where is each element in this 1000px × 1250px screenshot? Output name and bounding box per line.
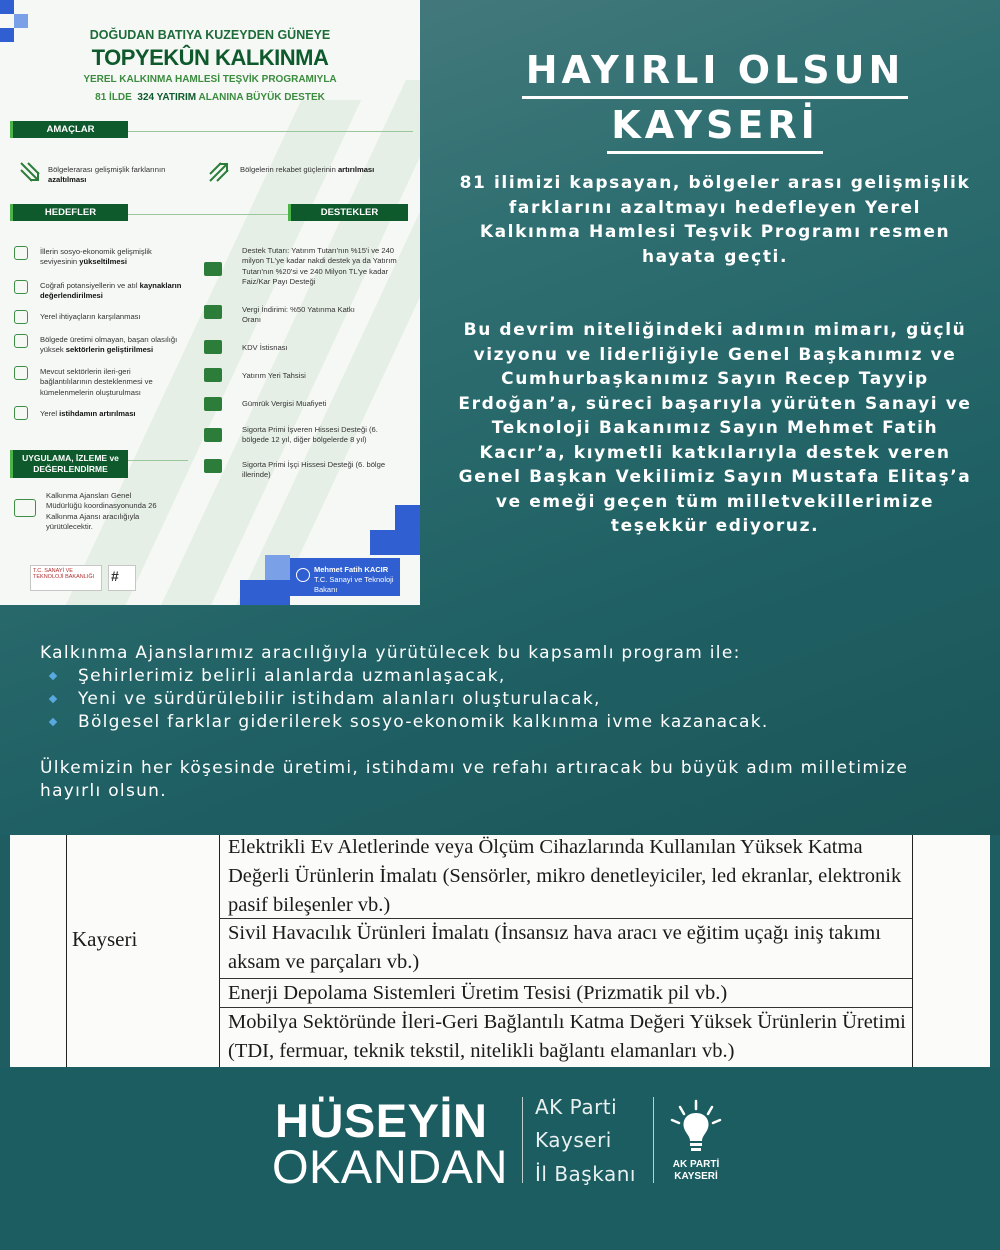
- arrow-down-icon: [18, 160, 42, 184]
- divider: [522, 1097, 523, 1183]
- goal-icon: [14, 280, 28, 294]
- support-icon: [204, 305, 222, 319]
- benefits-list: [40, 665, 970, 734]
- amac-2: Bölgelerin rekabet güçlerinin artırılması: [240, 165, 375, 174]
- chart-icon: [14, 499, 36, 517]
- infographic-header-4: 81 İLDE 324 YATIRIM ALANINA BÜYÜK DESTEK: [95, 92, 325, 103]
- table-row: Enerji Depolama Sistemleri Üretim Tesisi (Prizmatik pil vb.): [228, 982, 728, 1004]
- role-line-3: İl Başkanı: [535, 1162, 636, 1186]
- destek-5: Gümrük Vergisi Muafiyeti: [242, 399, 327, 408]
- goal-icon: [14, 310, 28, 324]
- hedef-5: Mevcut sektörlerin ileri-geri bağlantılılarının desteklenmesi ve kümelenmelerin oluşturulması: [40, 367, 153, 397]
- paragraph-2: Bu devrim niteliğindeki adımın mimarı, güçlü vizyonu ve liderliğiyle Genel Başkanımız ve Cumhurbaşkanımız Sayın Recep Tayyip Erdoğan’a, süreci başarıyla yürüten Sanayi ve Teknoloji Bakanımız Sayın Mehmet Fatih Kacır’a, kıymetli katkılarıyla destek veren Genel Başkan Vekilimiz Sayın Mustafa Elitaş’a ve emeği geçen tüm milletvekillerimize teşekkür ediyoruz.: [458, 320, 972, 536]
- hedef-1: İllerin sosyo-ekonomik gelişmişlik seviyesinin yükseltilmesi: [40, 247, 152, 267]
- ministry-logo: T.C. SANAYİ VE TEKNOLOJİ BAKANLIĞI: [30, 565, 102, 591]
- table-row: Mobilya Sektöründe İleri-Geri Bağlantılı Katma Değeri Yüksek Ürünlerin Üretimi (TDI, fermuar, teknik tekstil, nitelikli bağlantı elamanları vb.): [228, 1011, 906, 1062]
- destek-3: KDV İstisnası: [242, 343, 288, 352]
- hashtag-logo: #: [108, 565, 136, 591]
- document-scan: [10, 835, 990, 1067]
- support-icon: [204, 340, 222, 354]
- support-icon: [204, 428, 222, 442]
- ak-parti-logo-text: AK PARTİ KAYSERİ: [672, 1159, 720, 1182]
- city-cell: Kayseri: [72, 927, 138, 951]
- minister-badge: Mehmet Fatih KACIR T.C. Sanayi ve Teknoloji Bakanı: [290, 558, 400, 596]
- goal-icon: [14, 246, 28, 260]
- list-item: Şehirlerimiz belirli alanlarda uzmanlaşacak,: [40, 665, 970, 688]
- list-item: Bölgesel farklar giderilerek sosyo-ekonomik kalkınma ivme kazanacak.: [40, 711, 970, 734]
- amaclar-label: AMAÇLAR: [10, 121, 128, 138]
- destek-2: Vergi İndirimi: %50 Yatırıma Katkı Oranı: [242, 305, 355, 325]
- program-details: [40, 642, 970, 803]
- destek-1: Destek Tutarı: Yatırım Tutarı'nın %15'i ve 240 milyon TL'ye kadar nakdi destek ya da Yatırım Tutarı'nın %20'si ve 240 Milyon TL'ye kadar Faiz/Kar Payı Desteği: [242, 246, 397, 286]
- paragraph-1: 81 ilimizi kapsayan, bölgeler arası gelişmişlik farklarını azaltmayı hedefleyen Yerel Kalkınma Hamlesi Teşvik Programı resmen hayata geçti.: [459, 173, 971, 267]
- infographic-header-3: YEREL KALKINMA HAMLESİ TEŞVİK PROGRAMIYLA: [83, 74, 337, 85]
- amac-1: Bölgelerarası gelişmişlik farklarının azaltılması: [48, 165, 166, 185]
- destek-4: Yatırım Yeri Tahsisi: [242, 371, 306, 380]
- destek-7: Sigorta Primi İşçi Hissesi Desteği (6. bölge illerinde): [242, 460, 386, 480]
- goal-icon: [14, 334, 28, 348]
- infographic-header-2: TOPYEKÛN KALKINMA: [91, 45, 329, 70]
- list-item: Yeni ve sürdürülebilir istihdam alanları oluşturulacak,: [40, 688, 970, 711]
- support-icon: [204, 262, 222, 276]
- signature-name-1: HÜSEYİN: [275, 1094, 488, 1147]
- goal-icon: [14, 406, 28, 420]
- intro-text: Kalkınma Ajanslarımız aracılığıyla yürütülecek bu kapsamlı program ile:: [40, 643, 741, 663]
- hedef-4: Bölgede üretimi olmayan, başarı olasılığı yüksek sektörlerin geliştirilmesi: [40, 335, 178, 355]
- uygulama-label: UYGULAMA, İZLEME ve DEĞERLENDİRME: [10, 450, 128, 478]
- uygulama-text: Kalkınma Ajansları Genel Müdürlüğü koordinasyonunda 26 Kalkınma Ajansı aracılığıyla yürütülecektir.: [46, 491, 157, 531]
- infographic-header-1: DOĞUDAN BATIYA KUZEYDEN GÜNEYE: [89, 28, 331, 42]
- closing-text: Ülkemizin her köşesinde üretimi, istihdamı ve refahı artıracak bu büyük adım milletimize hayırlı olsun.: [40, 758, 909, 801]
- destekler-label: DESTEKLER: [288, 204, 408, 221]
- hedef-3: Yerel ihtiyaçların karşılanması: [40, 312, 141, 321]
- lightbulb-icon: [666, 1097, 726, 1157]
- role-line-2: Kayseri: [535, 1128, 612, 1152]
- hedefler-label: HEDEFLER: [10, 204, 128, 221]
- signature-name-2: OKANDAN: [272, 1140, 508, 1193]
- divider: [653, 1097, 654, 1183]
- support-icon: [204, 459, 222, 473]
- role-line-1: AK Parti: [535, 1095, 618, 1119]
- table-row: Elektrikli Ev Aletlerinde veya Ölçüm Cihazlarında Kullanılan Yüksek Katma Değerli Ürünlerin İmalatı (Sensörler, mikro denetleyiciler, led ekranlar, elektronik pasif bileşenler vb.): [228, 836, 902, 916]
- hedef-2: Coğrafi potansiyellerin ve atıl kaynakların değerlendirilmesi: [40, 281, 182, 301]
- title-line-1: HAYIRLI OLSUN: [440, 48, 990, 99]
- ministry-seal-icon: [296, 568, 310, 582]
- support-icon: [204, 368, 222, 382]
- support-icon: [204, 397, 222, 411]
- table-row: Sivil Havacılık Ürünleri İmalatı (İnsansız hava aracı ve eğitim uçağı iniş takımı aksam ve parçaları vb.): [228, 922, 881, 973]
- destek-6: Sigorta Primi İşveren Hissesi Desteği (6. bölgede 12 yıl, diğer bölgelerde 8 yıl): [242, 425, 378, 445]
- hedef-6: Yerel istihdamın artırılması: [40, 409, 136, 418]
- arrow-up-icon: [207, 160, 231, 184]
- infographic-image: [0, 0, 420, 605]
- title-line-2: KAYSERİ: [440, 103, 990, 154]
- goal-icon: [14, 366, 28, 380]
